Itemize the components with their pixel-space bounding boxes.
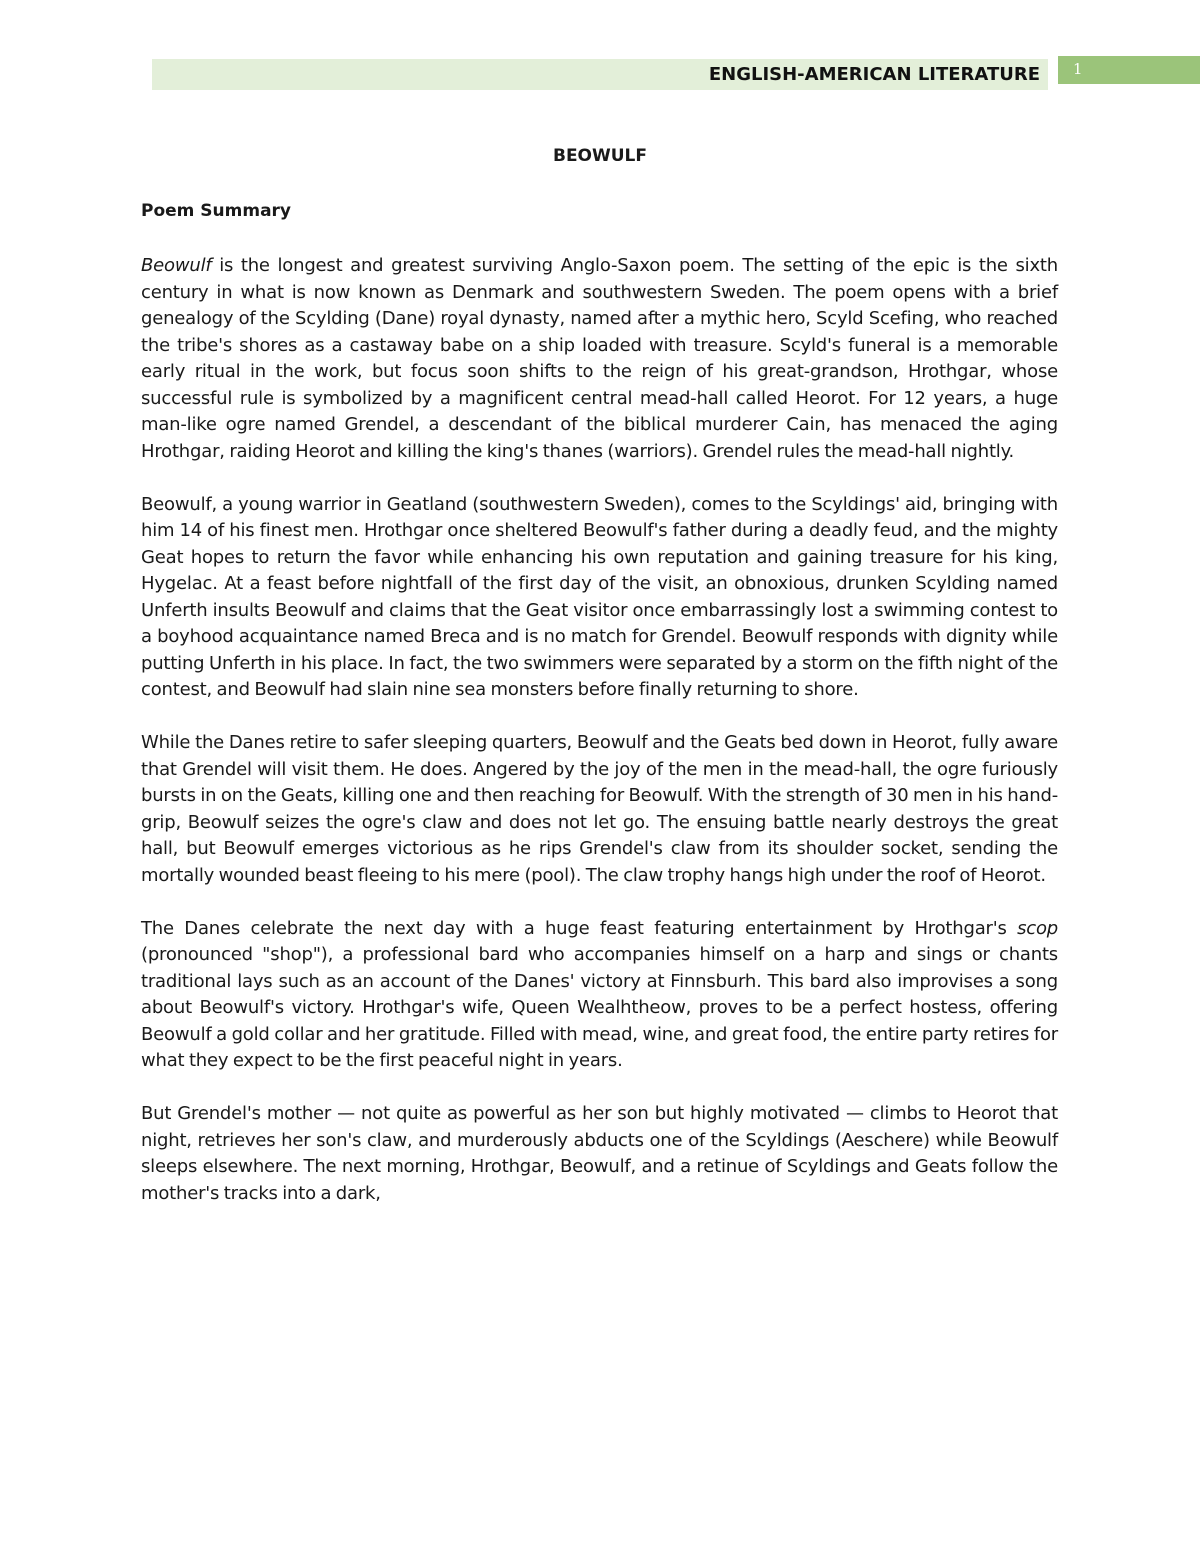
paragraph-3: While the Danes retire to safer sleeping quarters, Beowulf and the Geats bed down in Heorot, fully aware that Grendel will visit them. He does. Angered by the joy of the men in the mead-hall, the ogre furiously bursts in on the Geats, killing one and then reaching for Beowulf. With the strength of 30 men in his hand-grip, Beowulf seizes the ogre's claw and does not let go. The ensuing battle nearly destroys the great hall, but Beowulf emerges victorious as he rips Grendel's claw from its shoulder socket, sending the mortally wounded beast fleeing to his mere (pool). The claw trophy hangs high under the roof of Heorot. [141, 732, 1059, 886]
page-number-box [1058, 56, 1200, 84]
document-title: BEOWULF [552, 146, 648, 166]
section-heading: Poem Summary [141, 201, 292, 221]
paragraph-4 [141, 916, 1058, 1075]
paragraph-5: But Grendel's mother — not quite as powerful as her son but highly motivated — climbs to Heorot that night, retrieves her son's claw, and murderously abducts one of the Scyldings (Aeschere) while Beowulf sleeps elsewhere. The next morning, Hrothgar, Beowulf, and a retinue of Scyldings and Geats follow the mother's tracks into a dark, [141, 1103, 1058, 1204]
paragraph-4-italic-term: scop [1017, 917, 1058, 939]
paragraph-4-text-after: (pronounced "shop"), a professional bard who accompanies himself on a harp and sings or chants traditional lays such as an account of the Danes' victory at Finnsburh. This bard also improvises a song about Beowulf's victory. Hrothgar's wife, Queen Wealhtheow, proves to be a perfect hostess, offering Beowulf a gold collar and her gratitude. Filled with mead, wine, and great food, the entire party retires for what they expect to be the first peaceful night in years. [141, 944, 1058, 1071]
header-band [152, 59, 1048, 90]
paragraph-4-text-before: The Danes celebrate the next day with a huge feast featuring entertainment by Hrothgar's [141, 917, 1018, 939]
paragraph-1 [141, 253, 1058, 465]
page-number: 1 [1073, 60, 1083, 78]
paragraph-2: Beowulf, a young warrior in Geatland (southwestern Sweden), comes to the Scyldings' aid, bringing with him 14 of his finest men. Hrothgar once sheltered Beowulf's father during a deadly feud, and the mighty Geat hopes to return the favor while enhancing his own reputation and gaining treasure for his king, Hygelac. At a feast before nightfall of the first day of the visit, an obnoxious, drunken Scylding named Unferth insults Beowulf and claims that the Geat visitor once embarrassingly lost a swimming contest to a boyhood acquaintance named Breca and is no match for Grendel. Beowulf responds with dignity while putting Unferth in his place. In fact, the two swimmers were separated by a storm on the fifth night of the contest, and Beowulf had slain nine sea monsters before finally returning to shore. [141, 493, 1058, 700]
body-text [141, 253, 1058, 1234]
header-title: ENGLISH-AMERICAN LITERATURE [708, 64, 1040, 85]
paragraph-1-italic-title: Beowulf [141, 255, 212, 276]
paragraph-1-text: is the longest and greatest surviving Anglo-Saxon poem. The setting of the epic is the sixth century in what is now known as Denmark and southwestern Sweden. The poem opens with a brief genealogy of the Scylding (Dane) royal dynasty, named after a mythic hero, Scyld Scefing, who reached the tribe's shores as a castaway babe on a ship loaded with treasure. Scyld's funeral is a memorable early ritual in the work, but focus soon shifts to the reign of his great-grandson, Hrothgar, whose successful rule is symbolized by a magnificent central mead-hall called Heorot. For 12 years, a huge man-like ogre named Grendel, a descendant of the biblical murderer Cain, has menaced the aging Hrothgar, raiding Heorot and killing the king's thanes (warriors). Grendel rules the mead-hall nightly. [141, 255, 1058, 462]
